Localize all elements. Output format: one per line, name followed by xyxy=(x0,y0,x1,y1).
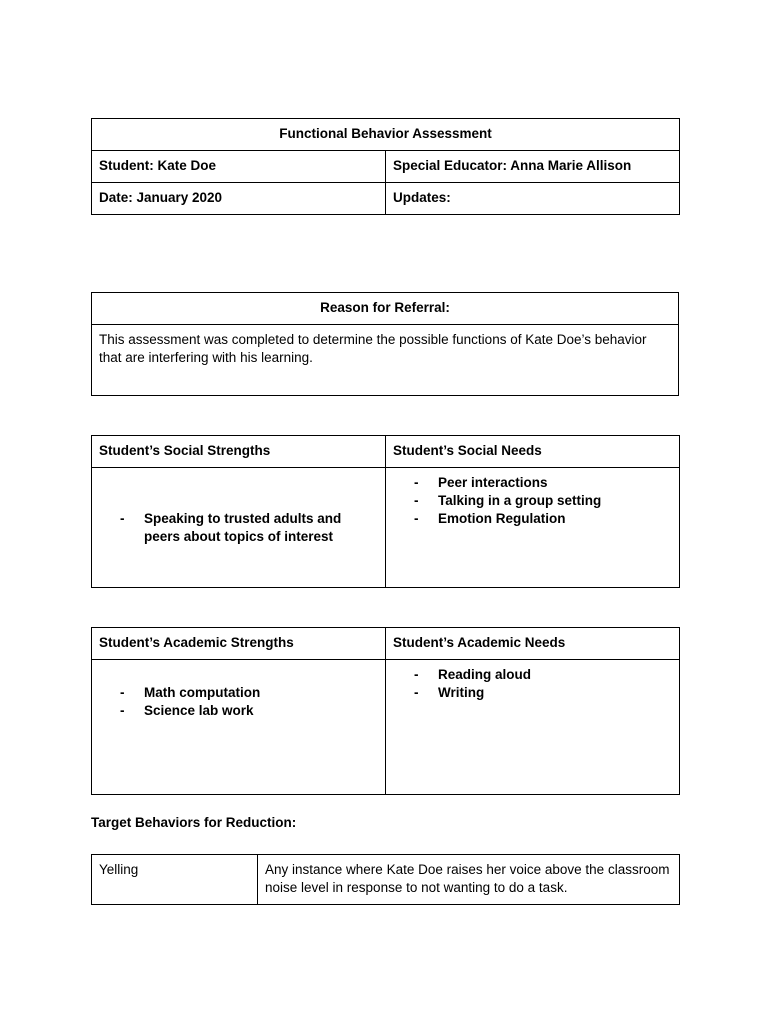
academic-strengths-cell xyxy=(92,660,386,795)
academic-table xyxy=(91,627,680,795)
academic-needs-cell xyxy=(386,660,680,795)
updates-label: Updates: xyxy=(386,183,680,215)
list-item: - Reading aloud xyxy=(438,666,672,684)
list-item: - Writing xyxy=(438,684,672,702)
assessment-header-table xyxy=(91,118,680,215)
referral-body: This assessment was completed to determine the possible functions of Kate Doe’s behavior that are interfering with his learning. xyxy=(92,325,679,396)
referral-title: Reason for Referral: xyxy=(92,293,679,325)
special-educator: Special Educator: Anna Marie Allison xyxy=(386,151,680,183)
social-needs-cell xyxy=(386,468,680,588)
list-item: - Math computation xyxy=(144,684,378,702)
social-strengths-cell xyxy=(92,468,386,588)
social-table xyxy=(91,435,680,588)
list-item: - Peer interactions xyxy=(438,474,672,492)
academic-strengths-list xyxy=(99,684,378,720)
target-behaviors-table xyxy=(91,854,680,905)
target-behaviors-label: Target Behaviors for Reduction: xyxy=(91,815,297,830)
social-strengths-header: Student’s Social Strengths xyxy=(92,436,386,468)
behavior-name: Yelling xyxy=(92,855,258,905)
referral-table xyxy=(91,292,679,396)
academic-strengths-header: Student’s Academic Strengths xyxy=(92,628,386,660)
assessment-title: Functional Behavior Assessment xyxy=(92,119,680,151)
academic-needs-header: Student’s Academic Needs xyxy=(386,628,680,660)
social-needs-list xyxy=(393,474,672,528)
list-item: - Talking in a group setting xyxy=(438,492,672,510)
social-needs-header: Student’s Social Needs xyxy=(386,436,680,468)
assessment-date: Date: January 2020 xyxy=(92,183,386,215)
list-item: - Science lab work xyxy=(144,702,378,720)
table-row xyxy=(92,855,680,905)
list-item: - Emotion Regulation xyxy=(438,510,672,528)
list-item: - Speaking to trusted adults and peers about topics of interest xyxy=(144,510,378,546)
social-strengths-list xyxy=(99,510,378,546)
student-name: Student: Kate Doe xyxy=(92,151,386,183)
behavior-definition: Any instance where Kate Doe raises her voice above the classroom noise level in response to not wanting to do a task. xyxy=(258,855,680,905)
academic-needs-list xyxy=(393,666,672,702)
